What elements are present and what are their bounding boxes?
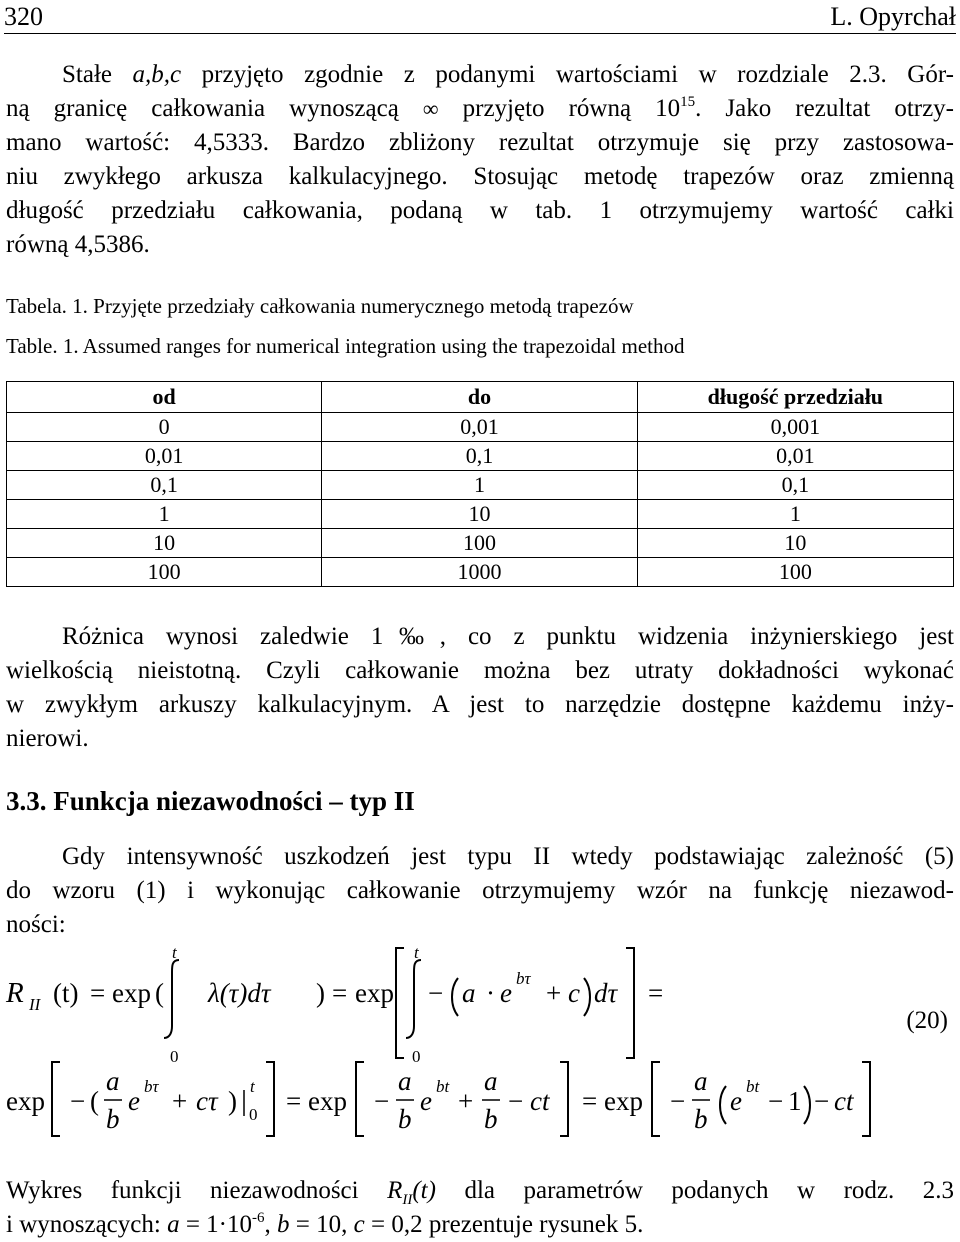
eq2-e-2: e (420, 1086, 432, 1116)
text-line: do wzoru (1) i wykonując całkowanie otrzymujemy wzór na funkcję niezawod- (6, 877, 954, 904)
left-bracket-2 (52, 1062, 60, 1136)
table-cell: 100 (637, 558, 953, 587)
table-row (7, 413, 954, 442)
column-header-to: do (322, 382, 637, 413)
big-close-paren (584, 978, 590, 1016)
eq2-eval-lower: 0 (249, 1105, 258, 1124)
paragraph-failure-rate (6, 840, 954, 942)
left-bracket (396, 948, 404, 1058)
text-line: Różnica wynosi zaledwie 1‰, co z punktu widzenia inżynierskiego jest (62, 623, 954, 650)
column-header-from: od (7, 382, 322, 413)
paragraph-difference (6, 620, 954, 756)
eq2-frac2-a: a (398, 1066, 412, 1096)
table-row (7, 500, 954, 529)
eq2-frac2-b: b (398, 1104, 412, 1134)
text-line: długość przedziału całkowania, podaną w tab. 1 otrzymujemy wartość całki (6, 197, 954, 224)
eq2-frac3-a: a (484, 1066, 498, 1096)
eq2-plus-2: + (458, 1086, 474, 1116)
text-line: w zwykłym arkuszy kalkulacyjnym. A jest to narzędzie dostępne każdemu inży- (6, 691, 954, 718)
big-close-paren-2 (804, 1086, 810, 1124)
table-cell: 10 (637, 529, 953, 558)
table-cell: 10 (7, 529, 322, 558)
table-row (7, 529, 954, 558)
table-cell: 1 (322, 471, 637, 500)
eq2-frac-a: a (106, 1066, 120, 1096)
eq2-equals-2: = (582, 1086, 598, 1116)
section-heading: 3.3. Funkcja niezawodności – typ II (6, 786, 415, 816)
page-number: 320 (4, 2, 43, 31)
eq2-plus: + (172, 1086, 188, 1116)
right-bracket-2 (266, 1062, 274, 1136)
column-header-interval-length: długość przedziału (637, 382, 953, 413)
eq2-minus: − (70, 1086, 86, 1116)
text-line: ności: (6, 911, 66, 938)
right-bracket-3 (560, 1062, 568, 1136)
eq-a: a (462, 978, 476, 1008)
eq2-frac4-b: b (694, 1104, 708, 1134)
table-caption-pl: Tabela. 1. Przyjęte przedziały całkowania numerycznego metodą trapezów (6, 294, 634, 318)
paragraph-integration-result (6, 58, 954, 262)
equation-number: (20) (906, 1007, 948, 1034)
text-line: wielkością nieistotną. Czyli całkowanie można bez utraty dokładności wykonać (6, 657, 954, 684)
eq-open-paren: ( (155, 978, 164, 1008)
right-bracket-4 (862, 1062, 870, 1136)
eq-equals-3: = (648, 978, 664, 1008)
eq-dot: · (486, 978, 495, 1008)
text-line: mano wartość: 4,5333. Bardzo zbliżony rezultat otrzymuje się przy zastosowa- (6, 129, 954, 156)
text-line: Stałe a,b,c przyjęto zgodnie z podanymi wartościami w rozdziale 2.3. Gór- (62, 61, 954, 88)
eq-int1-upper: t (172, 943, 177, 962)
eq-R-argument: (t) (53, 978, 79, 1008)
table-cell: 0,01 (637, 442, 953, 471)
running-author: L. Opyrchał (830, 2, 956, 31)
eq2-minus-4: − (670, 1086, 686, 1116)
eq-e: e (500, 978, 512, 1008)
table-cell: 100 (322, 529, 637, 558)
eq-c: c (568, 978, 580, 1008)
eq2-exp: exp (6, 1086, 45, 1116)
equation-20 (0, 940, 960, 1140)
paragraph-plot-reference (6, 1174, 954, 1242)
eq2-exp-2: exp (308, 1086, 347, 1116)
table-cell: 1000 (322, 558, 637, 587)
table-cell: 0 (7, 413, 322, 442)
big-open-paren-2 (720, 1086, 726, 1124)
eq2-minus-2: − (374, 1086, 390, 1116)
table-cell: 1 (637, 500, 953, 529)
table-cell: 0,1 (637, 471, 953, 500)
infinity-symbol: ∞ (422, 96, 439, 121)
eq-equals: = (90, 978, 106, 1008)
eq2-minus-6: − (814, 1086, 830, 1116)
eq2-ctau: cτ (196, 1086, 218, 1116)
left-bracket-3 (356, 1062, 364, 1136)
eq2-minus-5: − (768, 1086, 784, 1116)
eq2-e3-exponent: bt (746, 1077, 760, 1096)
table-caption-en: Table. 1. Assumed ranges for numerical integration using the trapezoidal method (6, 334, 685, 358)
right-bracket (626, 948, 634, 1058)
eq2-ct: ct (530, 1086, 550, 1116)
eq-plus: + (546, 978, 562, 1008)
eq2-open-paren: ( (90, 1086, 99, 1116)
table-cell: 0,001 (637, 413, 953, 442)
eq-dtau: dτ (594, 978, 618, 1008)
header-rule (4, 33, 956, 34)
table-cell: 100 (7, 558, 322, 587)
eq-int1-lower: 0 (170, 1047, 179, 1066)
left-bracket-4 (652, 1062, 660, 1136)
eq-exp-2: exp (355, 978, 394, 1008)
eq-close-paren: ) (316, 978, 325, 1008)
table-cell: 0,1 (322, 442, 637, 471)
integral-sign-2 (406, 960, 421, 1038)
eq2-exp-3: exp (604, 1086, 643, 1116)
text-line: Gdy intensywność uszkodzeń jest typu II wtedy podstawiając zależność (5) (62, 843, 954, 870)
table-cell: 0,1 (7, 471, 322, 500)
eq-e-exponent: bτ (516, 969, 531, 988)
text-line: równą 4,5386. (6, 231, 150, 258)
table-row (7, 442, 954, 471)
eq2-one: 1 (788, 1086, 802, 1116)
eq2-e-3: e (730, 1086, 742, 1116)
table-row (7, 558, 954, 587)
big-open-paren (452, 978, 458, 1016)
eq2-eval-upper: t (250, 1077, 255, 1096)
text-line: nierowi. (6, 725, 89, 752)
eq2-frac4-a: a (694, 1066, 708, 1096)
integration-ranges-table (6, 381, 954, 587)
eq-R-subscript: II (29, 995, 41, 1014)
text-line: Wykres funkcji niezawodności $R_{II}(t)$ dla parametrów podanych w rodz. 2.3 (6, 1177, 954, 1208)
table-cell: 1 (7, 500, 322, 529)
eq-R: R (6, 977, 24, 1009)
table-header-row (7, 382, 954, 413)
text-line: i wynoszących: $a = 1\cdot 10^{-6}$, b = 10, c = 0,2 prezentuje rysunek 5. (6, 1210, 644, 1238)
eq-int2-upper: t (414, 943, 419, 962)
eq-exp: exp (112, 978, 151, 1008)
integral-sign (164, 960, 179, 1038)
eq2-e: e (128, 1086, 140, 1116)
eq2-ct-2: ct (834, 1086, 854, 1116)
eq2-equals: = (286, 1086, 302, 1116)
eq2-frac-b: b (106, 1104, 120, 1134)
eq-integrand-lambda: λ(τ)dτ (208, 978, 271, 1008)
eq2-close-paren: ) (228, 1086, 237, 1116)
table-row (7, 471, 954, 500)
running-header (4, 2, 956, 32)
table-cell: 10 (322, 500, 637, 529)
table-cell: 0,01 (322, 413, 637, 442)
eq2-e2-exponent: bt (436, 1077, 450, 1096)
table-cell: 0,01 (7, 442, 322, 471)
eq2-e-exponent: bτ (144, 1077, 159, 1096)
eq-minus: − (428, 978, 444, 1008)
text-line: niu zwykłego arkusza kalkulacyjnego. Stosując metodę trapezów oraz zmienną (6, 163, 954, 190)
eq2-frac3-b: b (484, 1104, 498, 1134)
eq-int2-lower: 0 (412, 1047, 421, 1066)
eq2-minus-3: − (508, 1086, 524, 1116)
eq-equals-2: = (332, 978, 348, 1008)
text-line: ną granicę całkowania wynoszącą ∞ przyjęto równą $10^{15}$. Jako rezultat otrzy- (6, 94, 955, 122)
